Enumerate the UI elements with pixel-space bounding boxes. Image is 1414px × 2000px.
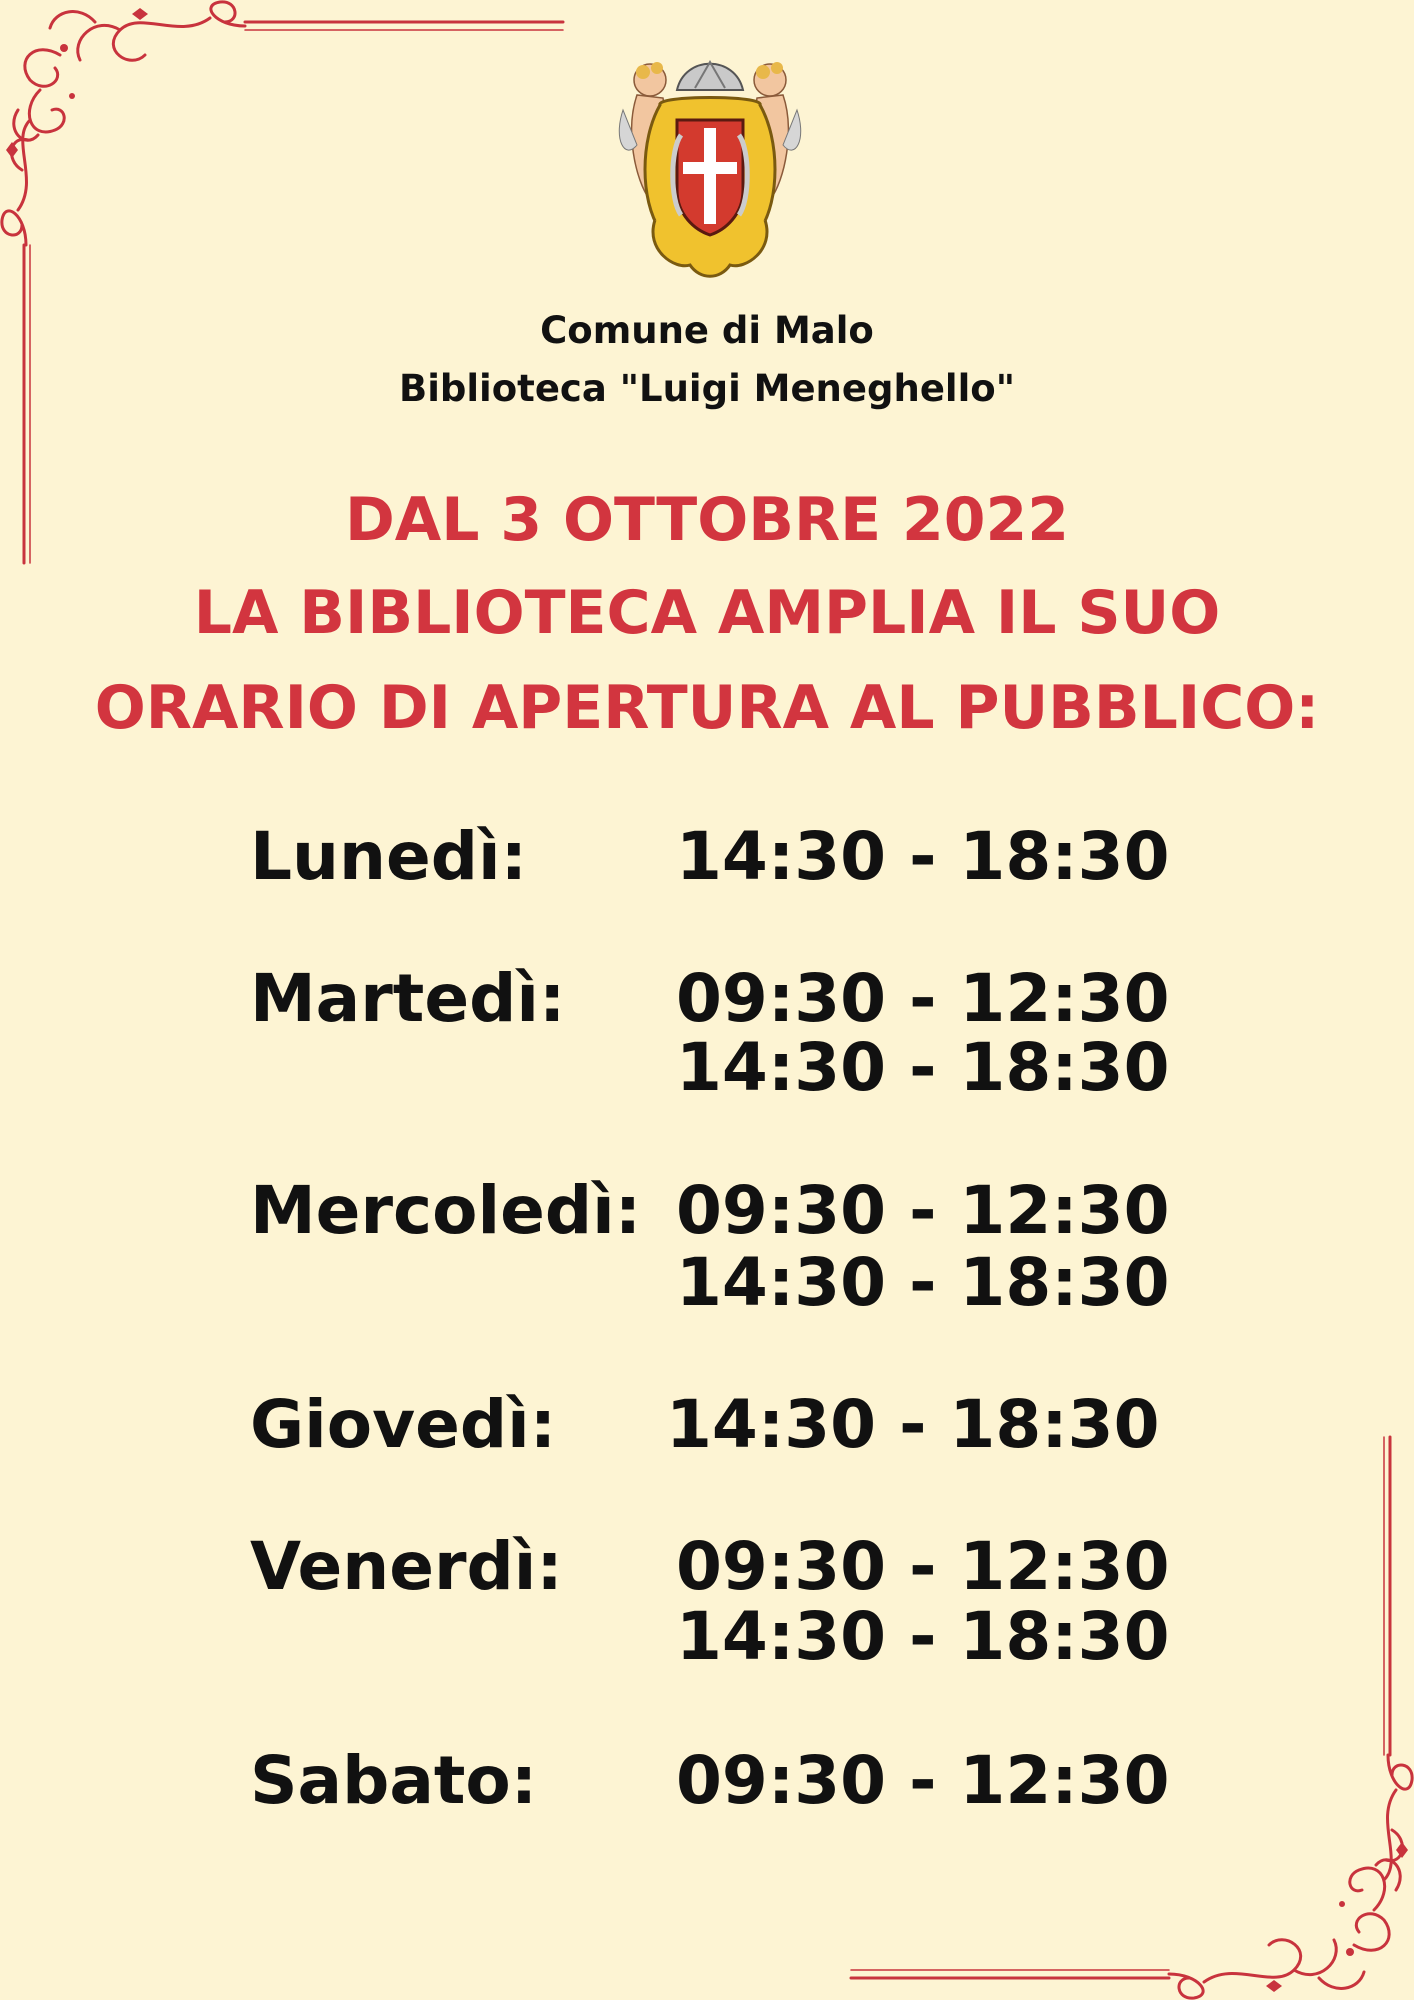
day-monday: Lunedì: [250, 818, 528, 895]
bottom-right-ornament [834, 1420, 1414, 2000]
day-wednesday: Mercoledì: [250, 1172, 642, 1249]
headline-line-2: LA BIBLIOTECA AMPLIA IL SUO [193, 578, 1221, 648]
time-wednesday-1: 09:30 - 12:30 [676, 1172, 1170, 1249]
time-tuesday-1: 09:30 - 12:30 [676, 960, 1170, 1037]
headline-line-3: ORARIO DI APERTURA AL PUBBLICO: [94, 673, 1320, 743]
coat-of-arms-icon [615, 50, 805, 285]
time-thursday-1: 14:30 - 18:30 [666, 1386, 1160, 1463]
day-tuesday: Martedì: [250, 960, 566, 1037]
time-monday-1: 14:30 - 18:30 [676, 818, 1170, 895]
institution-name: Comune di Malo [540, 309, 874, 352]
headline-date: DAL 3 OTTOBRE 2022 [344, 485, 1070, 555]
day-thursday: Giovedì: [250, 1386, 557, 1463]
time-wednesday-2: 14:30 - 18:30 [676, 1244, 1170, 1321]
time-friday-2: 14:30 - 18:30 [676, 1598, 1170, 1675]
library-name: Biblioteca "Luigi Meneghello" [399, 367, 1015, 410]
time-saturday-1: 09:30 - 12:30 [676, 1742, 1170, 1819]
day-friday: Venerdì: [250, 1528, 563, 1605]
day-saturday: Sabato: [250, 1742, 538, 1819]
time-friday-1: 09:30 - 12:30 [676, 1528, 1170, 1605]
time-tuesday-2: 14:30 - 18:30 [676, 1029, 1170, 1106]
